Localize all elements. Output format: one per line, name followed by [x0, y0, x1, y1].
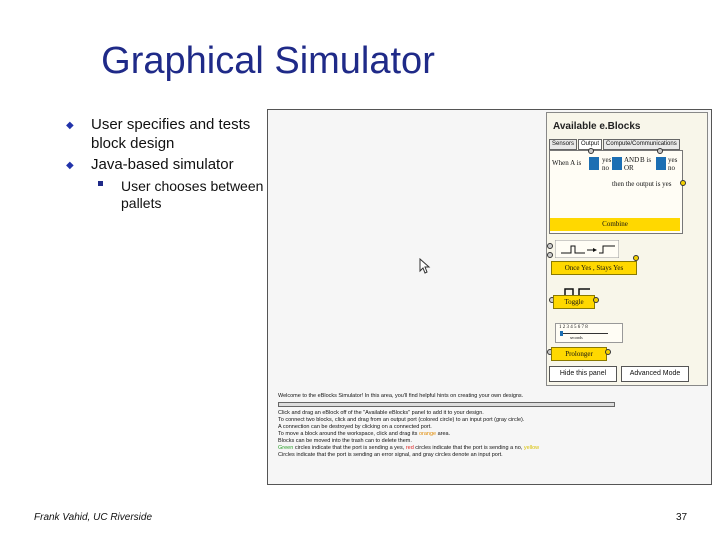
- prolonger-slider-track[interactable]: [560, 333, 608, 334]
- prolonger-label[interactable]: Prolonger: [551, 347, 607, 361]
- hint-text: To move a block around the workspace, click and drag its: [278, 431, 419, 437]
- hint-line: Blocks can be moved into the trash can to delete them.: [278, 438, 412, 444]
- tab-output[interactable]: Output: [578, 139, 602, 150]
- hint-line: A connection can be destroyed by clicking on a connected port.: [278, 424, 432, 430]
- hint-line: To connect two blocks, click and drag from an output port (colored circle) to an input port (gray circle).: [278, 417, 525, 423]
- tab-sensors[interactable]: Sensors: [549, 139, 577, 150]
- once-yes-block[interactable]: [549, 237, 639, 277]
- toggle-a-square-icon[interactable]: [589, 157, 599, 170]
- prolonger-block[interactable]: [549, 321, 629, 367]
- toggle-block[interactable]: [551, 285, 611, 325]
- hint-orange-word: orange: [418, 431, 437, 437]
- prolonger-unit: seconds: [570, 335, 583, 340]
- toggle-b-square-icon[interactable]: [656, 157, 666, 170]
- hint-text: circles indicate that the port is sending a yes,: [293, 445, 406, 451]
- hint-line: Circles indicate that the port is sending an error signal, and gray circles denote an input port.: [278, 452, 503, 458]
- output-port[interactable]: [605, 349, 611, 355]
- hint-line: [278, 431, 623, 438]
- combine-block[interactable]: [549, 150, 683, 234]
- bullet-diamond-icon: ◆: [66, 120, 74, 131]
- prolonger-scale: 1 2 3 4 5 6 7 8: [559, 325, 588, 330]
- input-port[interactable]: [657, 148, 663, 154]
- hint-text: area.: [436, 431, 451, 437]
- prolonger-settings[interactable]: [555, 323, 623, 343]
- operator-square-icon[interactable]: [612, 157, 622, 170]
- hints-scrollbar[interactable]: [278, 402, 615, 407]
- hint-text: circles indicate that the port is sending a no,: [413, 445, 524, 451]
- combine-when-label: When A is: [552, 159, 582, 167]
- bullet-square-icon: [98, 181, 103, 186]
- bullet-item: [60, 155, 270, 174]
- toggle-label[interactable]: Toggle: [553, 295, 595, 309]
- hint-red-word: red: [405, 445, 414, 451]
- slide-footer: Frank Vahid, UC Riverside: [34, 512, 153, 523]
- combine-or-label: OR: [624, 164, 634, 172]
- panel-title: Available e.Blocks: [553, 121, 641, 132]
- available-eblocks-panel: [546, 112, 708, 386]
- bullet-list: [60, 115, 270, 212]
- hint-line: [278, 445, 623, 452]
- bullet-diamond-icon: ◆: [66, 160, 74, 171]
- bullet-item: [60, 115, 270, 153]
- sub-bullet-item: [60, 178, 270, 212]
- once-yes-label[interactable]: Once Yes , Stays Yes: [551, 261, 637, 275]
- prolonger-slider-handle[interactable]: [560, 331, 563, 336]
- hint-green-word: Green: [278, 445, 294, 451]
- bullet-text: Java-based simulator: [91, 156, 234, 173]
- waveform-icon: [555, 240, 619, 258]
- output-port[interactable]: [593, 297, 599, 303]
- combine-no-label: no: [602, 164, 609, 172]
- advanced-mode-button[interactable]: Advanced Mode: [621, 366, 689, 382]
- output-port[interactable]: [633, 255, 639, 261]
- slide-title: Graphical Simulator: [101, 40, 435, 82]
- hide-panel-button[interactable]: Hide this panel: [549, 366, 617, 382]
- mouse-cursor-icon: [419, 258, 431, 274]
- combine-label[interactable]: Combine: [550, 218, 680, 231]
- simulator-window: [267, 109, 712, 485]
- tab-compute[interactable]: Compute/Communications: [603, 139, 680, 150]
- input-port[interactable]: [547, 243, 553, 249]
- combine-b-label: B is: [640, 156, 652, 164]
- page-number: 37: [676, 512, 688, 523]
- hint-welcome: Welcome to the eBlocks Simulator! In this area, you'll find helpful hints on creating your own designs.: [278, 393, 524, 399]
- combine-no2-label: no: [668, 164, 675, 172]
- sub-bullet-text: User chooses between pallets: [121, 178, 264, 211]
- combine-yes-label: yes: [602, 156, 612, 164]
- hint-yellow-word: yellow: [523, 445, 540, 451]
- combine-yes2-label: yes: [668, 156, 678, 164]
- input-port[interactable]: [588, 148, 594, 154]
- bullet-text: User specifies and tests block design: [91, 116, 251, 152]
- combine-and-label: AND: [624, 156, 640, 164]
- hint-line: Click and drag an eBlock off of the "Available eBlocks" panel to add it to your design.: [278, 410, 484, 416]
- hints-area: [278, 393, 623, 483]
- input-port[interactable]: [547, 252, 553, 258]
- combine-then-label: then the output is yes: [612, 180, 672, 188]
- output-port[interactable]: [680, 180, 686, 186]
